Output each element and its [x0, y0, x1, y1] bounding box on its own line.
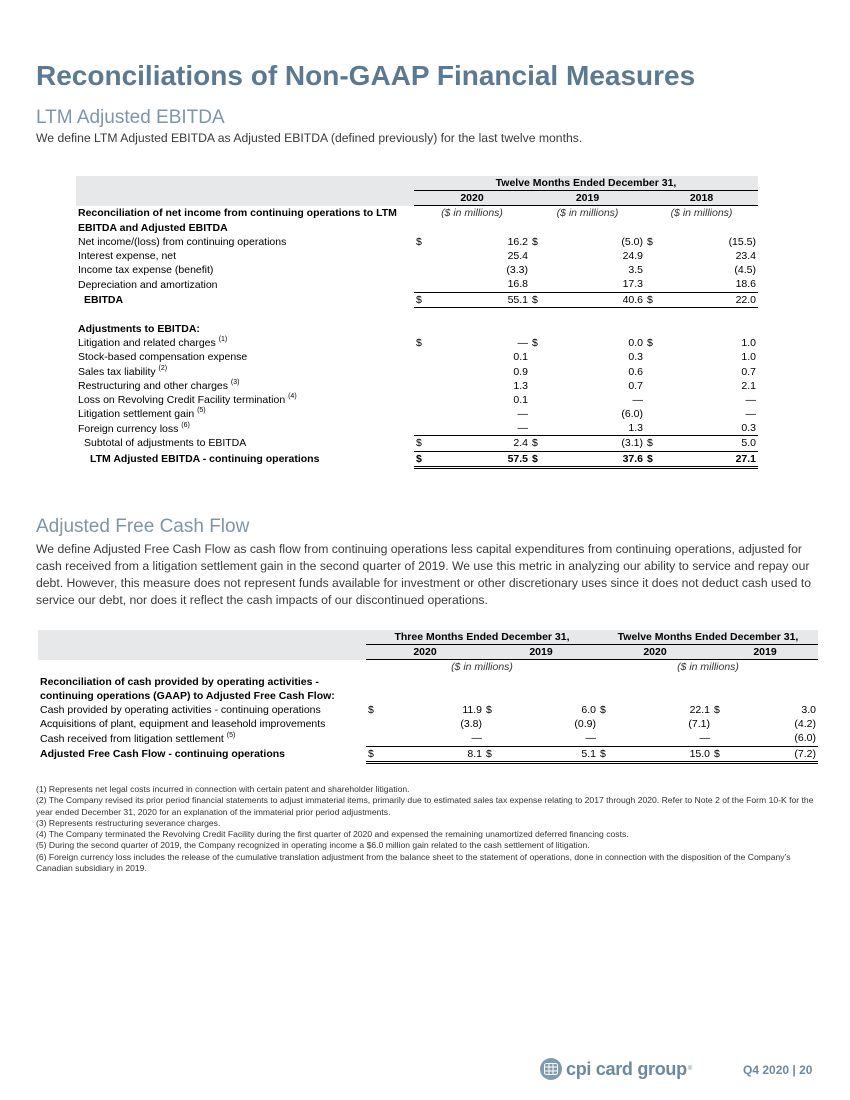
dollar-sign: $: [530, 451, 544, 467]
card-chip-icon: [540, 1058, 562, 1080]
dollar-sign: $: [486, 704, 492, 717]
table-row: [38, 703, 818, 717]
table-row: [76, 249, 758, 263]
table-row: [76, 263, 758, 277]
row-label: Adjusted Free Cash Flow - continuing operations: [40, 748, 286, 761]
cell-value: —: [428, 421, 530, 436]
unit-label: ($ in millions): [441, 207, 503, 220]
row-label: Litigation settlement gain $^{(5)}$: [78, 407, 206, 421]
cell-value: —: [380, 731, 484, 746]
footnote-ref: (6): [181, 421, 190, 429]
fcf-section-description: We define Adjusted Free Cash Flow as cash flow from continuing operations less capital expenditures from continuing operations, adjusted for cash received from a litigation settlement gain in the second quarter of 2019. We use this metric in analyzing our ability to service and repay our debt. However, this measure does not represent funds available for investment or other discretionary uses since it does not deduct cash used to service our debt, nor does it reflect the cash impacts of our discontinued operations.: [36, 542, 812, 607]
footnote-item: (2) The Company revised its prior period financial statements to adjust immaterial items, primarily due to estimated sales tax expense relating to 2017 through 2020. Refer to Note 2 of the Form 10-K for the year ended December 31, 2020 for an explanation of the immaterial prior period adjustments.: [36, 795, 814, 817]
dollar-sign: [414, 350, 428, 364]
ebitda-year-header: 2019: [530, 191, 645, 206]
dollar-sign: $: [714, 704, 720, 717]
dollar-sign: [645, 393, 659, 407]
cell-value: —: [517, 337, 528, 350]
table-row: [76, 336, 758, 350]
dollar-sign: $: [414, 451, 428, 467]
dollar-sign: [645, 350, 659, 364]
fcf-section-heading: Adjusted Free Cash Flow: [36, 516, 250, 537]
dollar-sign: [366, 731, 380, 746]
dollar-sign: [414, 364, 428, 378]
cell-value: 5.0: [659, 436, 758, 451]
dollar-sign: $: [484, 746, 498, 762]
ebitda-recon-label: Reconciliation of net income from continuing operations to LTM: [78, 207, 397, 220]
cell-value: 27.1: [659, 451, 758, 467]
cell-value: —: [745, 393, 756, 406]
cell-value: 40.6: [544, 292, 645, 307]
row-label: Depreciation and amortization: [78, 278, 218, 291]
table-row: [38, 731, 818, 746]
cell-value: (3.8): [460, 718, 482, 731]
cell-value: 3.0: [801, 704, 816, 717]
cell-value: 0.3: [659, 421, 758, 436]
logo-text: cpi card group: [566, 1058, 687, 1079]
page-number: Q4 2020 | 20: [743, 1063, 813, 1077]
dollar-sign: $: [647, 235, 653, 248]
dollar-sign: [645, 421, 659, 436]
footnote-ref: (5): [226, 731, 236, 739]
dollar-sign: [530, 364, 544, 378]
fcf-total-row: [38, 746, 818, 762]
adjustments-header: Adjustments to EBITDA:: [78, 322, 200, 335]
cell-value: 8.1: [380, 746, 484, 762]
dollar-sign: [645, 277, 659, 292]
cell-value: 6.0: [581, 704, 596, 717]
registered-mark: ®: [687, 1066, 693, 1072]
page-title: Reconciliations of Non-GAAP Financial Measures: [36, 60, 696, 91]
cell-value: (7.1): [688, 718, 710, 731]
cell-value: 17.3: [544, 277, 645, 292]
cell-value: (7.2): [726, 746, 818, 762]
dollar-sign: $: [645, 436, 659, 451]
dollar-sign: [414, 421, 428, 436]
dollar-sign: [712, 717, 726, 731]
cell-value: —: [498, 731, 598, 746]
table-row: [76, 393, 758, 407]
dollar-sign: $: [647, 337, 653, 350]
dollar-sign: [484, 717, 498, 731]
fcf-year-header: 2019: [712, 645, 818, 660]
table-row: [76, 235, 758, 249]
row-label: Restructuring and other charges $^{(3)}$: [78, 378, 240, 392]
dollar-sign: [530, 407, 544, 421]
dollar-sign: $: [645, 292, 659, 307]
footnote-item: (4) The Company terminated the Revolving Credit Facility during the first quarter of 2020 and expensed the remaining unamortized deferred financing costs.: [36, 829, 629, 840]
table-row: [76, 379, 758, 393]
cell-value: 24.9: [622, 250, 643, 263]
dollar-sign: [530, 393, 544, 407]
dollar-sign: $: [645, 451, 659, 467]
cell-value: 15.0: [612, 746, 712, 762]
cell-value: —: [632, 393, 643, 406]
dollar-sign: $: [416, 235, 422, 248]
row-label: Interest expense, net: [78, 250, 177, 263]
footnote-ref: (4): [288, 392, 297, 400]
ebitda-year-header: 2020: [414, 191, 530, 206]
row-label: Acquisitions of plant, equipment and leasehold improvements: [40, 718, 326, 731]
cell-value: (4.2): [794, 718, 816, 731]
cell-value: 22.1: [689, 704, 710, 717]
footnote-item: (1) Represents net legal costs incurred in connection with certain patent and shareholder litigation.: [36, 784, 410, 794]
dollar-sign: $: [368, 704, 374, 717]
cell-value: 18.6: [659, 277, 758, 292]
row-label: Loss on Revolving Credit Facility termination $^{(4)}$: [78, 392, 297, 406]
footnote-ref: (1): [218, 336, 228, 344]
cell-value: (4.5): [734, 264, 756, 277]
cell-value: (6.0): [621, 408, 643, 421]
cell-value: 22.0: [659, 292, 758, 307]
subtotal-row: [76, 436, 758, 451]
footnote-item: (3) Represents restructuring severance charges.: [36, 817, 221, 828]
cell-value: 5.1: [498, 746, 598, 762]
cell-value: 0.9: [513, 365, 528, 378]
row-label: Cash received from litigation settlement $^{(5)}$: [40, 731, 236, 745]
cell-value: 11.9: [462, 704, 482, 717]
dollar-sign: $: [416, 337, 422, 350]
ebitda-recon-label: EBITDA and Adjusted EBITDA: [78, 221, 228, 234]
dollar-sign: $: [532, 337, 538, 350]
fcf-year-header: 2019: [484, 645, 598, 660]
dollar-sign: [645, 379, 659, 393]
table-row: [38, 717, 818, 731]
footnote-item: (6) Foreign currency loss includes the release of the cumulative translation adjustment from the balance sheet to the statement of operations, done in connection with the disposition of the Company’s Canadian subsidiary in 2019.: [36, 851, 791, 874]
cell-value: 0.1: [513, 351, 528, 364]
fcf-year-header: 2020: [366, 645, 484, 660]
unit-label: ($ in millions): [670, 207, 733, 220]
cell-value: 1.3: [544, 421, 645, 436]
dollar-sign: $: [530, 436, 544, 451]
dollar-sign: [414, 249, 428, 263]
twelve-month-header: Twelve Months Ended December 31,: [598, 630, 818, 645]
dollar-sign: $: [366, 746, 380, 762]
cell-value: 16.8: [428, 277, 530, 292]
dollar-sign: [645, 263, 659, 277]
cell-value: 3.5: [628, 264, 643, 277]
dollar-sign: [414, 407, 428, 421]
cell-value: 23.4: [735, 250, 756, 263]
ebitda-section-heading: LTM Adjusted EBITDA: [36, 107, 225, 128]
fcf-year-header: 2020: [598, 645, 712, 660]
row-label: LTM Adjusted EBITDA - continuing operations: [90, 453, 320, 466]
dollar-sign: [414, 263, 428, 277]
cell-value: (6.0): [726, 731, 818, 746]
dollar-sign: [645, 364, 659, 378]
dollar-sign: [712, 731, 726, 746]
footnote-ref: (3): [230, 378, 240, 386]
cell-value: 25.4: [507, 250, 528, 263]
footnote-item: (5) During the second quarter of 2019, the Company recognized in operating income a $6.0 million gain related to the cash settlement of litigation.: [36, 840, 590, 851]
cell-value: 1.3: [513, 379, 528, 392]
dollar-sign: [530, 379, 544, 393]
cell-value: —: [745, 408, 756, 421]
table-row: [76, 421, 758, 436]
cell-value: 37.6: [544, 451, 645, 467]
cell-value: 55.1: [428, 292, 530, 307]
fcf-recon-label: Reconciliation of cash provided by operating activities -: [40, 675, 319, 688]
dollar-sign: [598, 717, 612, 731]
company-logo: [540, 1058, 692, 1080]
ebitda-section-description: We define LTM Adjusted EBITDA as Adjusted EBITDA (defined previously) for the last twelve months.: [36, 131, 583, 145]
dollar-sign: [414, 277, 428, 292]
cell-value: 2.4: [428, 436, 530, 451]
dollar-sign: [530, 263, 544, 277]
cell-value: —: [612, 731, 712, 746]
dollar-sign: [530, 421, 544, 436]
dollar-sign: $: [598, 746, 612, 762]
dollar-sign: $: [712, 746, 726, 762]
ebitda-table: [76, 176, 758, 469]
dollar-sign: $: [530, 292, 544, 307]
dollar-sign: [645, 249, 659, 263]
row-label: Litigation and related charges $^{(1)}$: [78, 336, 228, 350]
row-label: Foreign currency loss $^{(6)}$: [78, 421, 190, 435]
row-label: Sales tax liability $^{(2)}$: [78, 364, 168, 378]
dollar-sign: [366, 717, 380, 731]
dollar-sign: [598, 731, 612, 746]
table-row: [76, 350, 758, 364]
cell-value: (3.3): [506, 264, 528, 277]
dollar-sign: $: [414, 292, 428, 307]
cell-value: 0.1: [513, 393, 528, 406]
unit-label: ($ in millions): [451, 661, 513, 674]
cell-value: 2.1: [741, 379, 756, 392]
table-row: [76, 277, 758, 292]
cell-value: 0.7: [741, 365, 756, 378]
cell-value: 1.0: [741, 351, 756, 364]
unit-label: ($ in millions): [677, 661, 739, 674]
dollar-sign: [414, 393, 428, 407]
ebitda-row: [76, 292, 758, 307]
dollar-sign: [530, 277, 544, 292]
unit-label: ($ in millions): [556, 207, 619, 220]
row-label: Cash provided by operating activities - continuing operations: [40, 704, 321, 717]
row-label: Stock-based compensation expense: [78, 351, 248, 364]
fcf-table: [38, 630, 818, 764]
dollar-sign: [530, 350, 544, 364]
dollar-sign: $: [532, 235, 538, 248]
ebitda-year-header: 2018: [645, 191, 758, 206]
table-row: [76, 364, 758, 378]
footnote-ref: (2): [158, 364, 168, 372]
row-label: EBITDA: [84, 293, 124, 306]
dollar-sign: $: [414, 436, 428, 451]
cell-value: 1.0: [741, 337, 756, 350]
dollar-sign: [645, 407, 659, 421]
cell-value: 0.6: [628, 365, 643, 378]
fcf-recon-label: continuing operations (GAAP) to Adjusted Free Cash Flow:: [40, 689, 335, 702]
cell-value: —: [517, 408, 528, 421]
dollar-sign: $: [600, 704, 606, 717]
cell-value: (3.1): [544, 436, 645, 451]
dollar-sign: [530, 249, 544, 263]
dollar-sign: [414, 379, 428, 393]
footnote-ref: (5): [197, 407, 206, 415]
row-label: Subtotal of adjustments to EBITDA: [84, 437, 247, 450]
cell-value: 16.2: [507, 235, 528, 248]
cell-value: (5.0): [621, 235, 643, 248]
ebitda-period-header: Twelve Months Ended December 31,: [414, 176, 758, 191]
row-label: Income tax expense (benefit): [78, 264, 214, 277]
footnotes: [36, 784, 818, 874]
cell-value: 57.5: [428, 451, 530, 467]
cell-value: (0.9): [574, 718, 596, 731]
row-label: Net income/(loss) from continuing operations: [78, 235, 287, 248]
cell-value: 0.3: [628, 351, 643, 364]
cell-value: 0.7: [628, 379, 643, 392]
table-row: [76, 407, 758, 421]
cell-value: (15.5): [728, 235, 756, 248]
three-month-header: Three Months Ended December 31,: [366, 630, 598, 645]
dollar-sign: [484, 731, 498, 746]
total-row: [76, 451, 758, 467]
cell-value: 0.0: [628, 337, 643, 350]
